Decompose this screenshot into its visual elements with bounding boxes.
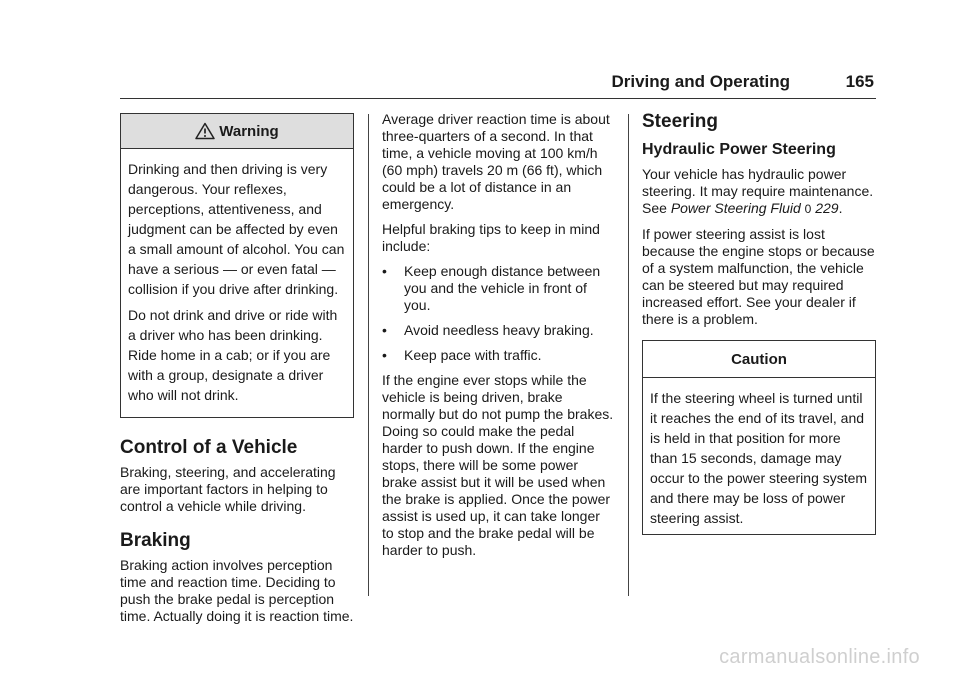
braking-paragraph: Braking action involves perception time and reaction time. Deciding to push the brake pedal is perception time. Actually doing it is reaction time. [120, 557, 354, 624]
list-item-text: Keep pace with traffic. [404, 347, 542, 363]
hps-text-end: . [838, 200, 843, 216]
hps-text: Your vehicle has hydraulic power steering. It may require maintenance. See [642, 166, 874, 216]
list-item-text: Avoid needless heavy braking. [404, 322, 594, 338]
column-1 [120, 113, 354, 633]
heading-braking: Braking [120, 530, 191, 551]
caution-box-body [643, 378, 875, 534]
list-item [382, 347, 614, 364]
power-steering-fluid-link[interactable]: Power Steering Fluid [670, 200, 801, 216]
bullet-glyph: • [382, 263, 387, 279]
braking-tips-list [382, 263, 614, 364]
reaction-time-paragraph: Average driver reaction time is about three-quarters of a second. In that time, a vehicle moving at 100 km/h (60 mph) travels 20 m (66 ft), which could be a lot of distance in an emergency. [382, 111, 610, 212]
caution-title: Caution [731, 350, 787, 368]
page-number: 165 [845, 72, 874, 91]
warning-box-header [121, 114, 353, 149]
column-divider-left [368, 114, 369, 596]
list-item-text: Keep enough distance between you and the vehicle in front of you. [404, 263, 601, 313]
page-reference-icon: 0 [804, 202, 812, 216]
warning-paragraph-2: Do not drink and drive or ride with a driver who has been drinking. Ride home in a cab; or if you are with a group, designate a driver who will not drink. [128, 307, 338, 403]
watermark: carmanualsonline.info [719, 646, 920, 668]
control-paragraph: Braking, steering, and accelerating are important factors in helping to control a vehicle while driving. [120, 464, 336, 514]
heading-steering: Steering [642, 111, 719, 132]
engine-stop-paragraph: If the engine ever stops while the vehicle is being driven, brake normally but do not pump the brakes. Doing so could make the pedal harder to push down. If the engine stops, there will be some power brake assist but it will be used when the brake is applied. Once the power assist is used up, it can take longer to stop and the brake pedal will be harder to push. [382, 372, 614, 558]
bullet-glyph: • [382, 347, 387, 363]
column-3 [642, 110, 876, 535]
list-item [382, 263, 614, 314]
column-divider-right [628, 114, 629, 596]
warning-paragraph-1: Drinking and then driving is very dangerous. Your reflexes, perceptions, attentiveness, and judgment can be affected by even a small amount of alcohol. You can have a serious — or even fatal — collision if you drive after drinking. [128, 161, 345, 297]
warning-box-body [121, 149, 353, 417]
hydraulic-power-steering-paragraph [642, 166, 876, 218]
warning-box [120, 113, 354, 418]
caution-paragraph: If the steering wheel is turned until it reaches the end of its travel, and is held in that position for more than 15 seconds, damage may occur to the power steering system and there may be loss of power steering assist. [650, 390, 868, 526]
bullet-glyph: • [382, 322, 387, 338]
caution-box [642, 340, 876, 535]
heading-control-of-a-vehicle: Control of a Vehicle [120, 437, 298, 458]
header-rule [120, 98, 876, 99]
column-2 [382, 111, 614, 567]
power-steering-loss-paragraph: If power steering assist is lost because the engine stops or because of a system malfunction, the vehicle can be steered but may required increased effort. See your dealer if there is a problem. [642, 226, 875, 327]
page-reference-number[interactable]: 229 [815, 200, 839, 216]
caution-box-header [643, 341, 875, 378]
warning-icon [195, 122, 215, 140]
warning-title: Warning [219, 122, 279, 140]
heading-hydraulic-power-steering: Hydraulic Power Steering [642, 141, 836, 158]
page-section-title: Driving and Operating [611, 72, 790, 91]
list-item [382, 322, 614, 339]
braking-tips-intro: Helpful braking tips to keep in mind include: [382, 221, 600, 254]
